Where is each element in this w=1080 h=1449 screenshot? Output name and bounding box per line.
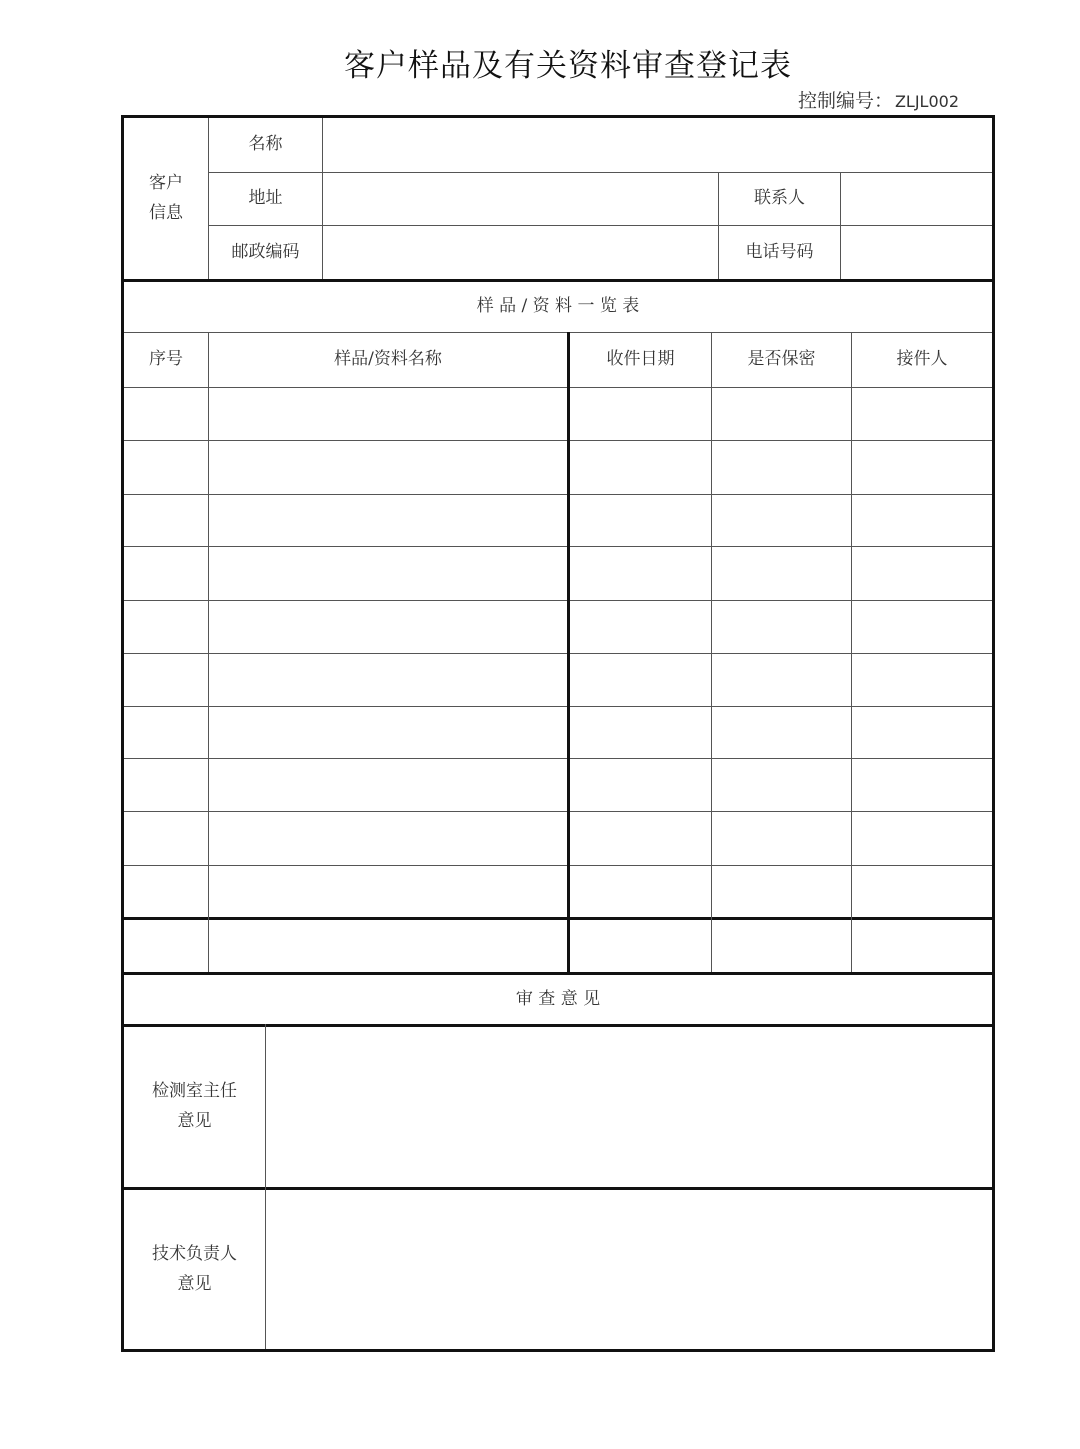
cell-sample-name[interactable] [209, 441, 567, 494]
column-header-sample-name: 样品/资料名称 [334, 349, 442, 370]
cell-receive-date[interactable] [570, 388, 711, 440]
cell-receiver[interactable] [852, 601, 992, 653]
cell-sample-name[interactable] [209, 495, 567, 546]
page-title: 客户样品及有关资料审查登记表 [344, 48, 792, 84]
cell-sample-name[interactable] [209, 866, 567, 917]
cell-receiver[interactable] [852, 759, 992, 811]
cell-receiver[interactable] [852, 388, 992, 440]
cell-confidential[interactable] [712, 866, 851, 917]
control-number-code: ZLJL002 [894, 92, 959, 111]
customer-info-label: 客户信息 [149, 172, 183, 223]
contact-field[interactable] [841, 173, 992, 225]
cell-receiver[interactable] [852, 654, 992, 706]
cell-index[interactable] [124, 388, 208, 440]
postal-code-label: 邮政编码 [231, 241, 300, 262]
cell-receive-date[interactable] [570, 654, 711, 706]
address-label: 地址 [248, 188, 283, 209]
column-header-receive-date: 收件日期 [606, 349, 675, 370]
cell-confidential[interactable] [712, 441, 851, 494]
cell-confidential[interactable] [712, 812, 851, 865]
cell-index[interactable] [124, 707, 208, 758]
cell-sample-name[interactable] [209, 654, 567, 706]
sample-list-title: 样 品 / 资 料 一 览 表 [476, 296, 640, 317]
cell-confidential[interactable] [712, 759, 851, 811]
name-field[interactable] [323, 118, 992, 172]
name-label: 名称 [248, 134, 283, 155]
cell-confidential[interactable] [712, 601, 851, 653]
cell-sample-name[interactable] [209, 759, 567, 811]
cell-sample-name[interactable] [209, 707, 567, 758]
cell-confidential[interactable] [712, 547, 851, 600]
tech-lead-label: 技术负责人意见 [152, 1243, 237, 1294]
cell-confidential[interactable] [712, 707, 851, 758]
column-header-confidential: 是否保密 [747, 349, 816, 370]
cell-receive-date[interactable] [570, 547, 711, 600]
cell-index[interactable] [124, 495, 208, 546]
cell-index[interactable] [124, 866, 208, 917]
phone-field[interactable] [841, 226, 992, 279]
cell-index[interactable] [124, 812, 208, 865]
cell-confidential[interactable] [712, 918, 851, 972]
phone-label: 电话号码 [745, 241, 814, 262]
cell-receiver[interactable] [852, 547, 992, 600]
cell-index[interactable] [124, 918, 208, 972]
cell-confidential[interactable] [712, 495, 851, 546]
cell-index[interactable] [124, 759, 208, 811]
cell-receive-date[interactable] [570, 495, 711, 546]
column-header-index: 序号 [149, 349, 183, 370]
cell-confidential[interactable] [712, 654, 851, 706]
cell-index[interactable] [124, 654, 208, 706]
contact-label: 联系人 [754, 188, 805, 209]
cell-index[interactable] [124, 601, 208, 653]
cell-receiver[interactable] [852, 441, 992, 494]
control-number-label: 控制编号： [797, 90, 893, 112]
cell-sample-name[interactable] [209, 601, 567, 653]
review-title: 审 查 意 见 [515, 988, 601, 1009]
registration-form [121, 115, 995, 1352]
cell-receiver[interactable] [852, 812, 992, 865]
cell-sample-name[interactable] [209, 388, 567, 440]
cell-index[interactable] [124, 441, 208, 494]
cell-receive-date[interactable] [570, 812, 711, 865]
cell-receive-date[interactable] [570, 601, 711, 653]
cell-index[interactable] [124, 547, 208, 600]
cell-receiver[interactable] [852, 866, 992, 917]
column-header-receiver: 接件人 [896, 349, 948, 370]
cell-receive-date[interactable] [570, 918, 711, 972]
cell-receive-date[interactable] [570, 759, 711, 811]
postal-code-field[interactable] [323, 226, 718, 279]
control-number [798, 86, 959, 113]
cell-sample-name[interactable] [209, 812, 567, 865]
tech-lead-opinion-field[interactable] [266, 1190, 992, 1349]
cell-receive-date[interactable] [570, 866, 711, 917]
address-field[interactable] [323, 173, 718, 225]
lab-director-label: 检测室主任意见 [152, 1081, 237, 1131]
cell-receive-date[interactable] [570, 441, 711, 494]
cell-receive-date[interactable] [570, 707, 711, 758]
cell-receiver[interactable] [852, 918, 992, 972]
cell-confidential[interactable] [712, 388, 851, 440]
lab-director-opinion-field[interactable] [266, 1027, 992, 1187]
cell-sample-name[interactable] [209, 918, 567, 972]
cell-receiver[interactable] [852, 495, 992, 546]
cell-sample-name[interactable] [209, 547, 567, 600]
cell-receiver[interactable] [852, 707, 992, 758]
